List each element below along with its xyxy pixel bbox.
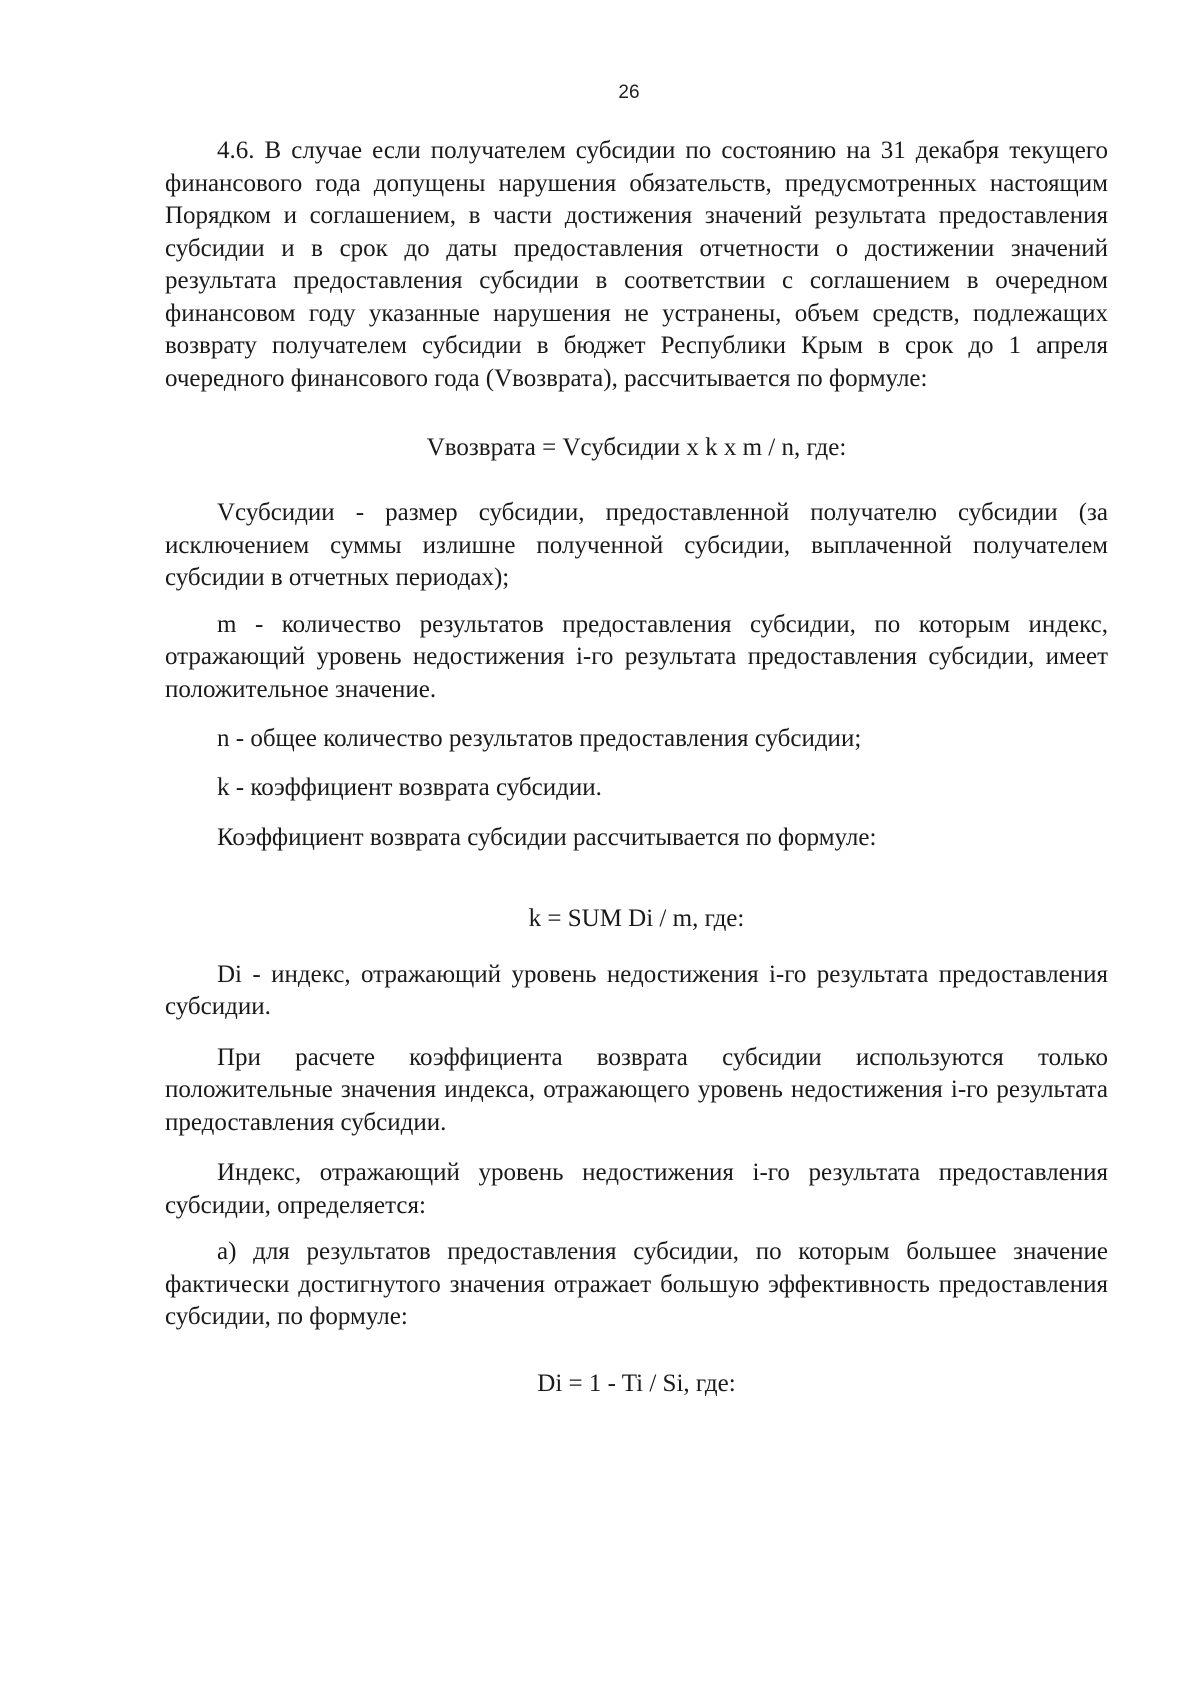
formula-coefficient: k = SUM Di / m, где: xyxy=(528,904,745,932)
definition-n: n - общее количество результатов предоставления субсидии; xyxy=(217,725,862,752)
formula-return-volume: Vвозврата = Vсубсидии x k x m / n, где: xyxy=(426,434,847,461)
paragraph-index-determined: Индекс, отражающий уровень недостижения i-го результата предоставления субсидии, определяется: xyxy=(165,1159,1108,1219)
paragraph-case-a: а) для результатов предоставления субсидии, по которым большее значение фактически достигнутого значения отражает большую эффективность предоставления субсидии, по формуле: xyxy=(165,1238,1108,1330)
definition-v-subsidy: Vсубсидии - размер субсидии, предоставленной получателю субсидии (за исключением суммы излишне полученной субсидии, выплаченной получателем субсидии в отчетных периодах); xyxy=(165,499,1108,591)
definition-di: Di - индекс, отражающий уровень недостижения i-го результата предоставления субсидии. xyxy=(165,960,1108,1020)
paragraph-coefficient-intro: Коэффициент возврата субсидии рассчитывается по формуле: xyxy=(217,824,877,851)
definition-k: k - коэффициент возврата субсидии. xyxy=(217,773,602,801)
document-body xyxy=(165,135,1108,1400)
page-number: 26 xyxy=(618,82,640,103)
paragraph-4-6: 4.6. В случае если получателем субсидии по состоянию на 31 декабря текущего финансового года допущены нарушения обязательств, предусмотренных настоящим Порядком и соглашением, в части достижения значений результата предоставления субсидии и в срок до даты предоставления отчетности о достижении значений результата предоставления субсидии в соответствии с соглашением в очередном финансовом году указанные нарушения не устранены, объем средств, подлежащих возврату получателем субсидии в бюджет Республики Крым в срок до 1 апреля очередного финансового года (Vвозврата), рассчитывается по формуле: xyxy=(165,137,1108,392)
formula-index: Di = 1 - Ti / Si, где: xyxy=(537,1369,736,1397)
definition-m: m - количество результатов предоставления субсидии, по которым индекс, отражающий уровень недостижения i-го результата предоставления субсидии, имеет положительное значение. xyxy=(165,610,1108,703)
paragraph-positive-values: При расчете коэффициента возврата субсидии используются только положительные значения индекса, отражающего уровень недостижения i-го результата предоставления субсидии. xyxy=(165,1043,1108,1136)
